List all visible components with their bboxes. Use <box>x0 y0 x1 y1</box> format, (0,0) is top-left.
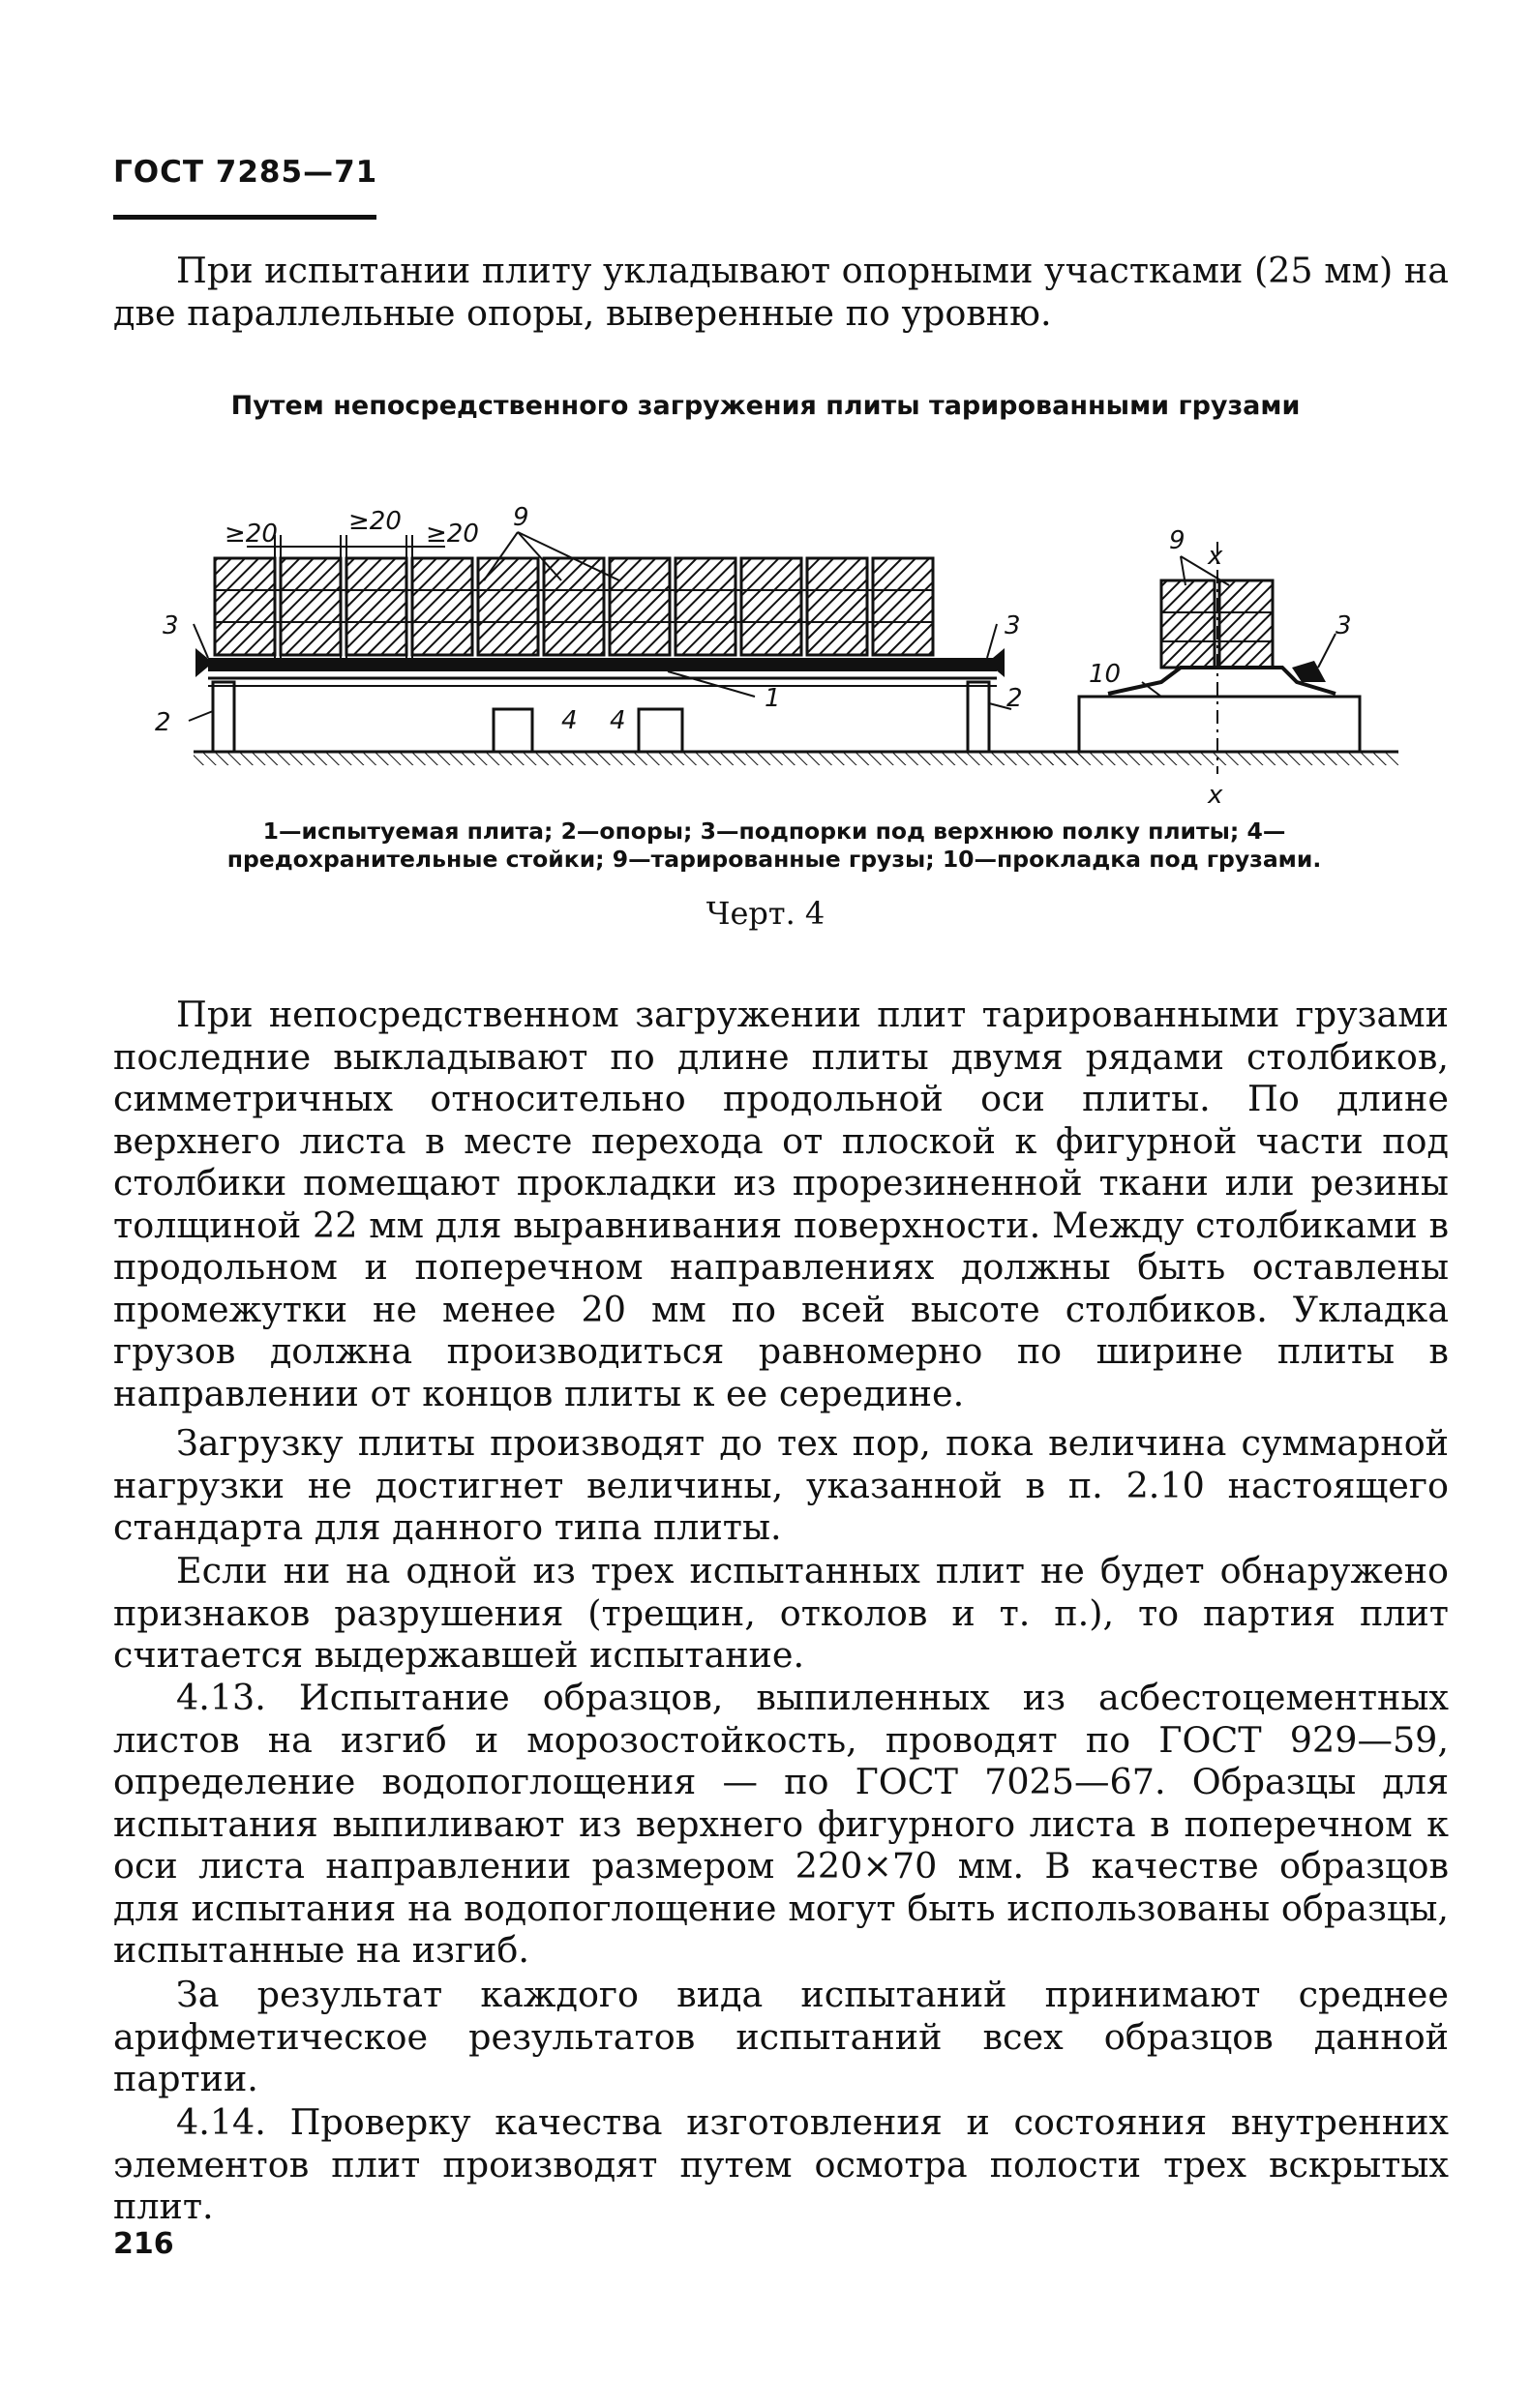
label-3-right: 3 <box>1336 611 1352 640</box>
label-3-left: 3 <box>163 611 179 640</box>
paragraph-loading-method: При непосредственном загружении плит тарированными грузами последние выкладывают по длине плиты двумя рядами столбиков, симметричных относительно продольной оси плиты. По длине верхнего листа в месте перехода от плоской к фигурной части под столбики помещают прокладки из прорезиненной ткани или резины толщиной 22 мм для выравнивания поверхности. Между столбиками в продольном и поперечном направлениях должны быть оставлены промежутки не менее 20 мм по всей высоте столбиков. Укладка грузов должна производиться равномерно по ширине плиты в направлении от концов плиты к ее середине. <box>113 994 1449 1414</box>
label-3-mid: 3 <box>1005 611 1021 640</box>
section-subheading: Путем непосредственного загружения плиты тарированными грузами <box>230 391 1301 421</box>
label-9-right: 9 <box>1169 526 1186 555</box>
figure-caption: 1—испытуемая плита; 2—опоры; 3—подпорки под верхнюю полку плиты; 4—предохранительные стойки; 9—тарированные грузы; 10—прокладка под грузами. <box>226 818 1322 873</box>
gap-label-1: ≥20 <box>225 520 278 549</box>
label-2-left: 2 <box>155 708 171 737</box>
label-9-left: 9 <box>513 503 529 532</box>
gap-label-3: ≥20 <box>426 520 479 549</box>
label-x-bottom: x <box>1208 781 1223 808</box>
section-view <box>1050 526 1398 808</box>
page-number: 216 <box>113 2227 174 2261</box>
standard-code-header: ГОСТ 7285—71 <box>113 155 378 190</box>
gap-label-2: ≥20 <box>348 507 402 536</box>
figure-title: Черт. 4 <box>705 895 826 932</box>
label-4-b: 4 <box>610 706 626 735</box>
paragraph-acceptance: Если ни на одной из трех испытанных плит не будет обнаружено признаков разрушения (трещин, отколов и т. п.), то партия плит считается выдержавшей испытание. <box>113 1550 1449 1676</box>
paragraph-4-13: 4.13. Испытание образцов, выпиленных из асбестоцементных листов на изгиб и морозостойкость, проводят по ГОСТ 929—59, определение водопоглощения — по ГОСТ 7025—67. Образцы для испытания выпиливают из верхнего фигурного листа в поперечном к оси листа направлении размером 220×70 мм. В качестве образцов для испытания на водопоглощение могут быть использованы образцы, испытанные на изгиб. <box>113 1677 1449 1971</box>
label-4-a: 4 <box>561 706 578 735</box>
paragraph-average-result: За результат каждого вида испытаний принимают среднее арифметическое результатов испытаний всех образцов данной партии. <box>113 1974 1449 2099</box>
label-10: 10 <box>1089 660 1122 689</box>
label-2-mid: 2 <box>1006 684 1023 713</box>
label-1: 1 <box>765 684 781 713</box>
label-x-top: x <box>1208 542 1223 571</box>
test-setup-drawing <box>135 489 1403 808</box>
intro-paragraph: При испытании плиту укладывают опорными участками (25 мм) на две параллельные опоры, выверенные по уровню. <box>113 250 1449 334</box>
paragraph-4-14: 4.14. Проверку качества изготовления и состояния внутренних элементов плит производят путем осмотра полости трех вскрытых плит. <box>113 2101 1449 2227</box>
paragraph-load-until: Загрузку плиты производят до тех пор, пока величина суммарной нагрузки не достигнет величины, указанной в п. 2.10 настоящего стандарта для данного типа плиты. <box>113 1422 1449 1548</box>
elevation-view <box>155 503 1084 765</box>
header-underline <box>113 215 376 220</box>
